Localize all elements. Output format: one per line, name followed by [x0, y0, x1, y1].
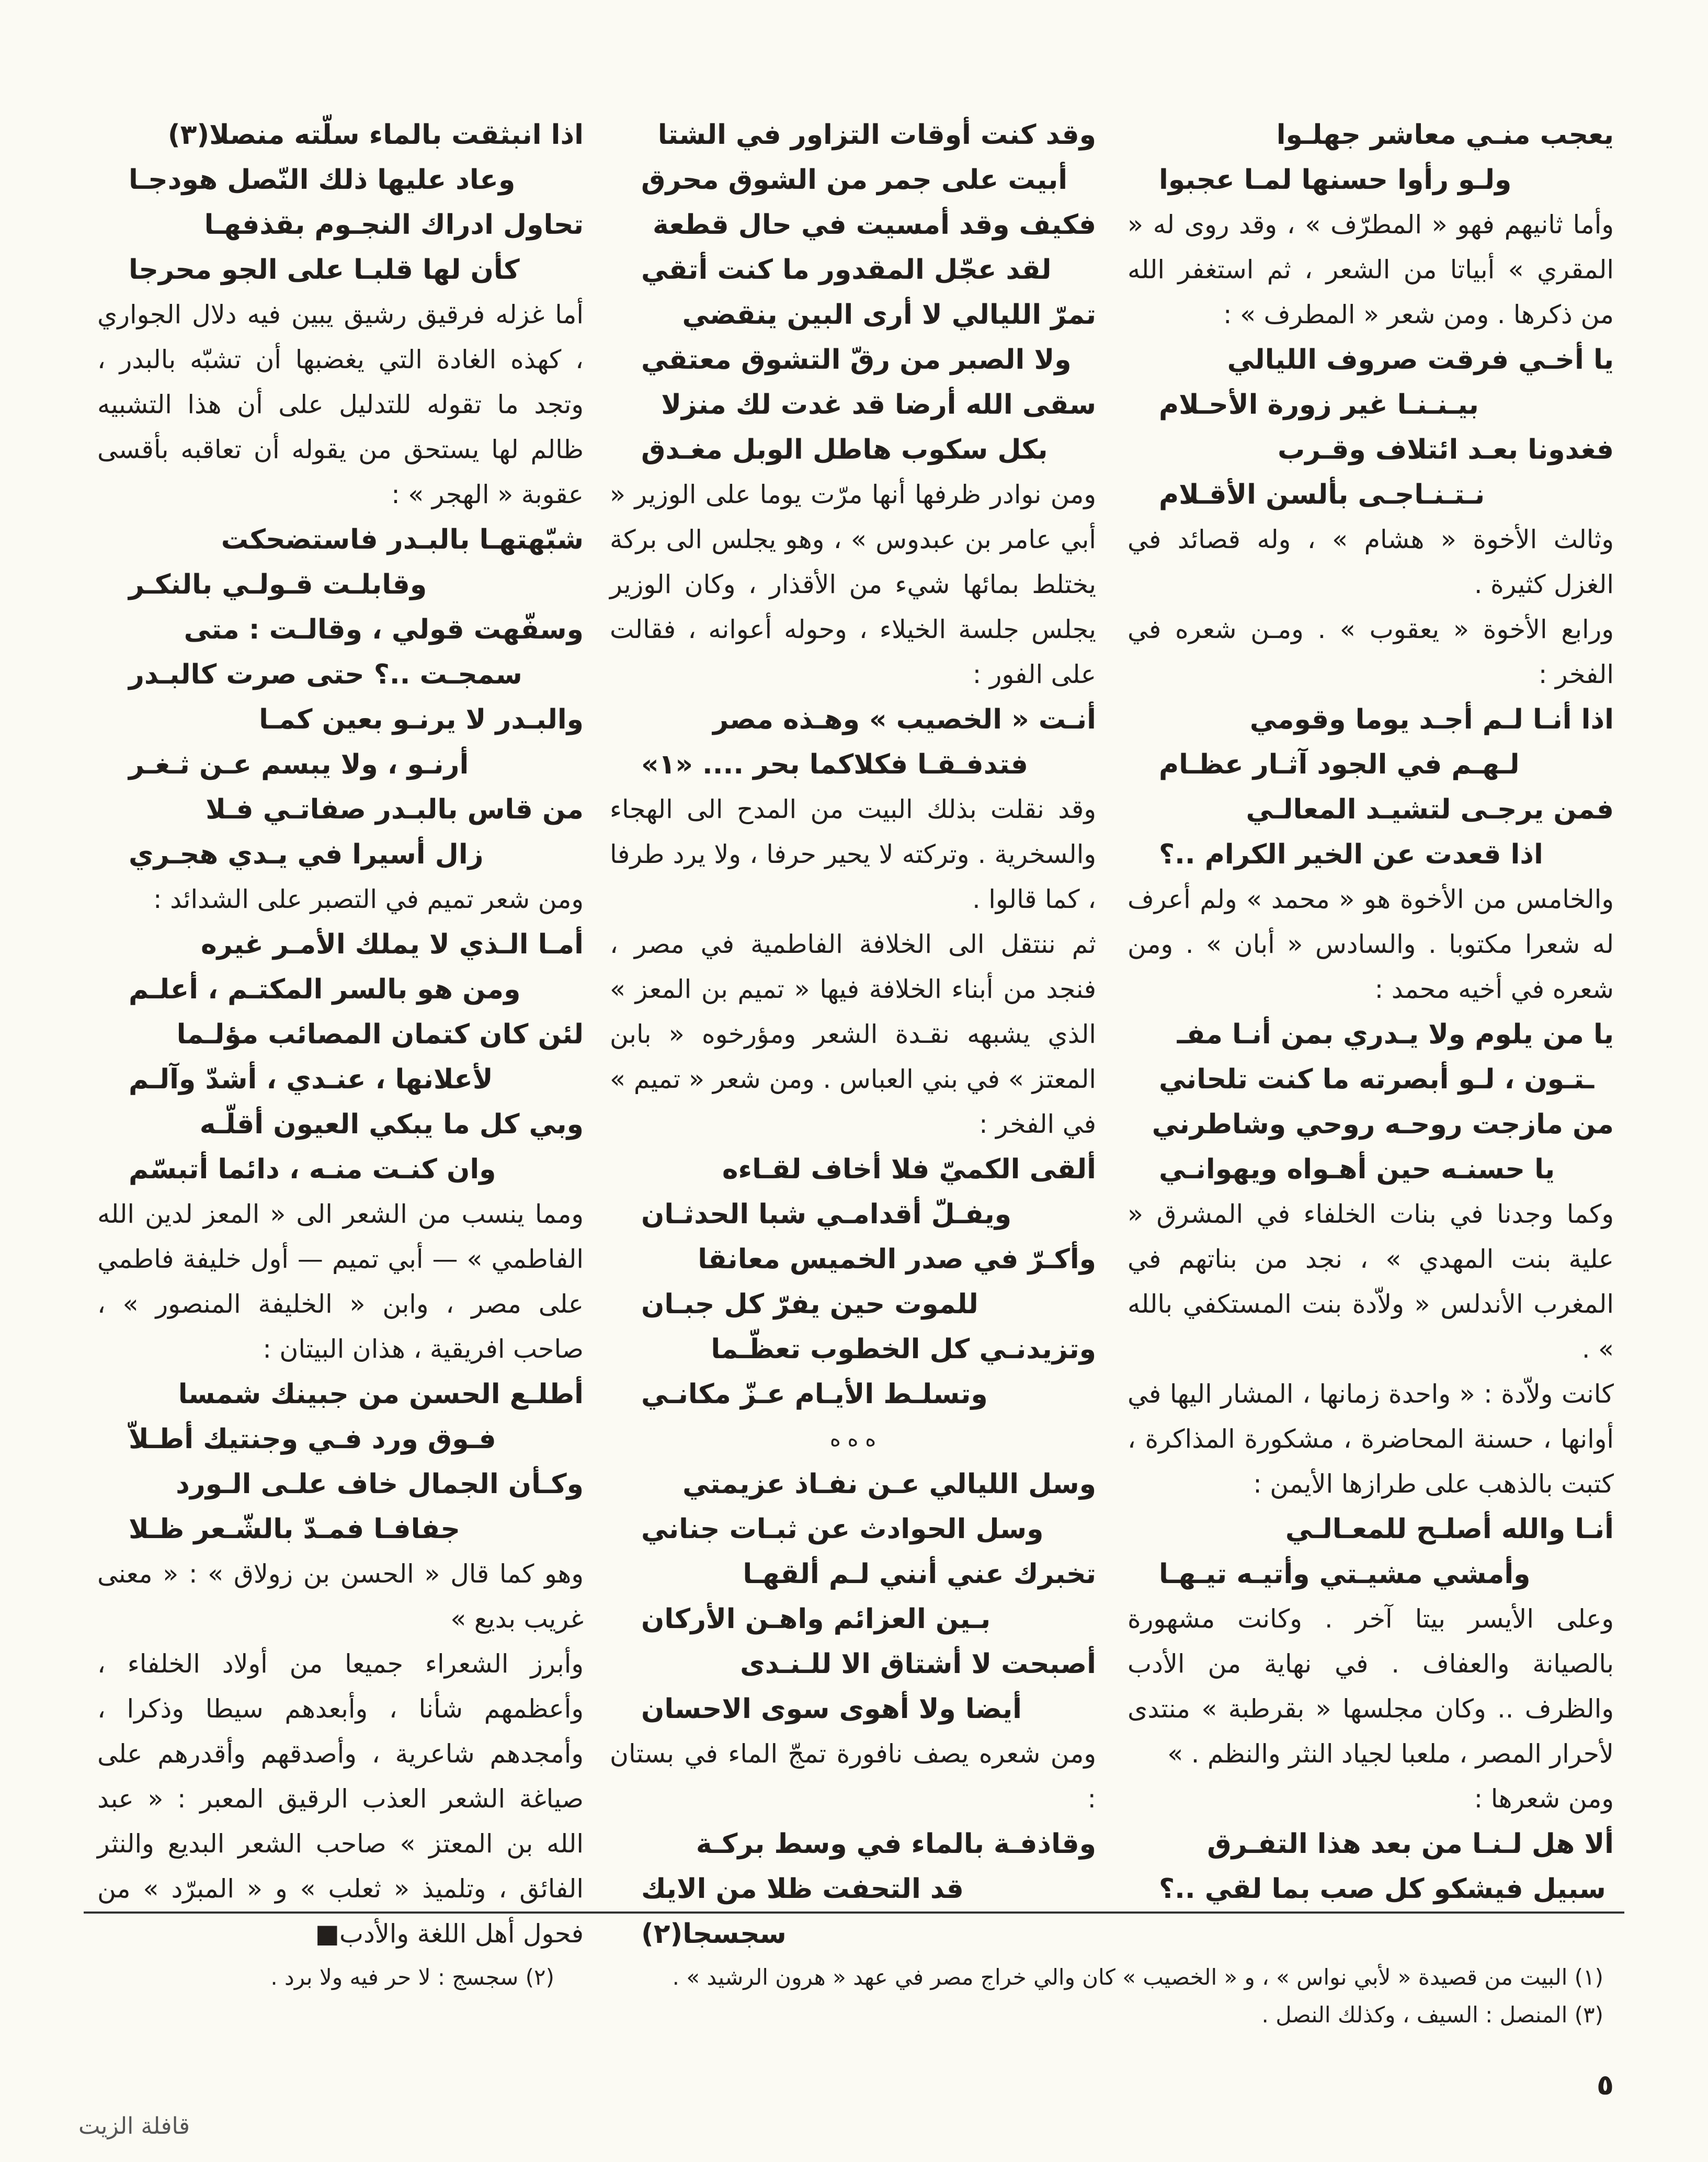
verse-second-hemistich: كأن لها قلبـا على الجو محرجا: [129, 254, 520, 286]
verse-second-hemistich: يا حسنـه حين أهـواه ويهوانـي: [1159, 1154, 1555, 1185]
verse-second-hemistich: بـين العزائم واهـن الأركان: [641, 1603, 991, 1635]
verse-second-hemistich: أبيت على جمر من الشوق محرق: [641, 164, 1068, 196]
page-number: ٥: [1597, 2068, 1614, 2101]
verse-second-hemistich: فتدفـقـا فكلاكما بحر .... «١»: [641, 749, 1028, 780]
prose-paragraph: ومن شعر تميم في التصبر على الشدائد :: [153, 884, 584, 914]
verse-second-hemistich: أيضا ولا أهوى سوى الاحسان: [641, 1693, 1022, 1725]
verse-first-hemistich: وقاذفـة بالماء في وسط بركـة: [696, 1828, 1096, 1860]
verse-first-hemistich: أنـت « الخصيب » وهـذه مصر: [713, 704, 1096, 735]
verse-second-hemistich: سمجـت ..؟ حتى صرت كالبـدر: [129, 659, 522, 690]
verse-second-hemistich: أرنـو ، ولا يبسم عـن ثـغـر: [129, 749, 469, 780]
verse-first-hemistich: فكيف وقد أمسيت في حال قطعة: [653, 209, 1096, 241]
verse-first-hemistich: اذا انبثقت بالماء سلّته منصلا(٣): [167, 119, 584, 151]
verse-first-hemistich: تمرّ الليالي لا أرى البين ينقضي: [682, 299, 1096, 331]
verse-second-hemistich: وتسلـط الأيـام عـزّ مكانـي: [641, 1379, 988, 1410]
verse-second-hemistich: نـتـنـاجـى بألسن الأقـلام: [1159, 479, 1485, 510]
verse-first-hemistich: من مازجت روحـه روحي وشاطرني: [1152, 1109, 1614, 1140]
verse-first-hemistich: تخبرك عني أنني لـم ألقهـا: [743, 1558, 1096, 1590]
verse-first-hemistich: يا من يلوم ولا يـدري بمن أنـا مفـ: [1177, 1019, 1614, 1050]
prose-paragraph: ورابع الأخوة « يعقوب » . ومـن شعره في الفخر :: [1128, 615, 1614, 689]
footnote-2: (٢) سجسج : لا حر فيه ولا برد .: [270, 1964, 554, 1990]
verse-first-hemistich: ألا هل لـنـا من بعد هذا التفـرق: [1207, 1828, 1614, 1860]
verse-second-hemistich: فـوق ورد فـي وجنتيك أطـلاّ: [129, 1424, 496, 1455]
verse-first-hemistich: تحاول ادراك النجـوم بقذفهـا: [204, 209, 584, 241]
verse-second-hemistich: جفافـا فمـدّ بالشّـعر ظـلا: [129, 1514, 461, 1545]
prose-paragraph: أما غزله فرقيق رشيق يبين فيه دلال الجواري ، كهذه الغادة التي يغضبها أن تشبّه بالبدر ، وتجد ما تقوله للتدليل على أن هذا التشبيه ظالم لها يستحق من يقوله أن تعاقبه بأقسى عقوبة « الهجر » :: [97, 300, 584, 509]
verse-second-hemistich: سبيل فيشكو كل صب بما لقي ..؟: [1159, 1873, 1606, 1905]
verse-first-hemistich: فمن يرجـى لتشيـد المعالـي: [1246, 794, 1614, 825]
verse-second-hemistich: لـهـم في الجود آثـار عظـام: [1159, 749, 1520, 780]
verse-first-hemistich: وكـأن الجمال خاف علـى الـورد: [176, 1469, 584, 1500]
verse-first-hemistich: وسل الليالي عـن نفـاذ عزيمتي: [682, 1469, 1096, 1500]
verse-second-hemistich: بكل سكوب هاطل الوبل مغـدق: [641, 434, 1048, 465]
verse-second-hemistich: لقد عجّل المقدور ما كنت أتقي: [641, 254, 1052, 286]
prose-paragraph: والخامس من الأخوة هو « محمد » ولم أعرف له شعرا مكتوبا . والسادس « أبان » . ومن شعره في أخيه محمد :: [1128, 884, 1614, 1004]
verse-second-hemistich: وأمشي مشيـتي وأتيـه تيـهـا: [1159, 1558, 1531, 1590]
prose-paragraph: وقد نقلت بذلك البيت من المدح الى الهجاء والسخرية . وتركته لا يحير حرفا ، ولا يرد طرفا ، كما قالوا .: [610, 794, 1096, 914]
verse-first-hemistich: ألقى الكميّ فلا أخاف لقـاءه: [722, 1154, 1096, 1185]
verse-first-hemistich: وبي كل ما يبكي العيون أقلّـه: [199, 1109, 584, 1140]
verse-second-hemistich: ومن هو بالسر المكتـم ، أعلـم: [129, 974, 521, 1005]
footnotes-left-group: [84, 1959, 554, 1996]
prose-paragraph: ومن شعرها :: [1474, 1784, 1614, 1814]
verse-first-hemistich: يعجب منـي معاشر جهلـوا: [1276, 119, 1614, 151]
prose-paragraph: وعلى الأيسر بيتا آخر . وكانت مشهورة بالصيانة والعفاف . في نهاية من الأدب والظرف .. وكان مجلسها « بقرطبة » منتدى لأحرار المصر ، ملعبا لجياد النثر والنظم . »: [1128, 1604, 1614, 1769]
prose-paragraph: وكما وجدنا في بنات الخلفاء في المشرق « علية بنت المهدي » ، نجد من بناتهم في المغرب الأندلس « ولاّدة بنت المستكفي بالله » .: [1128, 1199, 1614, 1364]
verse-first-hemistich: يا أخـي فرقت صروف الليالي: [1227, 344, 1614, 375]
verse-first-hemistich: لئن كان كتمان المصائب مؤلـما: [176, 1019, 584, 1050]
text-column-right: [1128, 112, 1614, 1911]
prose-paragraph: وأما ثانيهم فهو « المطرّف » ، وقد روى له « المقري » أبياتا من الشعر ، ثم استغفر الله من ذكرها . ومن شعر « المطرف » :: [1128, 210, 1614, 329]
verse-second-hemistich: وعاد عليها ذلك النّصل هودجـا: [129, 164, 516, 196]
verse-second-hemistich: لأعلانها ، عنـدي ، أشدّ وآلـم: [129, 1064, 493, 1095]
verse-first-hemistich: وأكـرّ في صدر الخميس معانقا: [698, 1244, 1096, 1275]
prose-paragraph: كانت ولاّدة : « واحدة زمانها ، المشار اليها في أوانها ، حسنة المحاضرة ، مشكورة المذاكرة ، كتبت بالذهب على طرازها الأيمن :: [1128, 1379, 1614, 1499]
prose-paragraph: وأبرز الشعراء جميعا من أولاد الخلفاء ، وأعظمهم شأنا ، وأبعدهم سيطا وذكرا ، وأمجدهم شاعرية ، وأصدقهم وأقدرهم على صياغة الشعر العذب الرقيق المعبر : « عبد الله بن المعتز » صاحب الشعر البديع والنثر الفائق ، وتلميذ « ثعلب » و « المبرّد » من فحول أهل اللغة والأدب■: [97, 1649, 584, 1949]
text-column-middle: [610, 112, 1096, 1956]
verse-second-hemistich: قد التحفت ظلا من الايك سجسجا(٢): [641, 1873, 964, 1950]
verse-first-hemistich: أصبحت لا أشتاق الا للـنـدى: [740, 1648, 1096, 1680]
verse-first-hemistich: وقد كنت أوقات التزاور في الشتا: [657, 119, 1096, 151]
verse-first-hemistich: سقى الله أرضا قد غدت لك منزلا: [661, 389, 1096, 420]
verse-second-hemistich: وقابلـت قـولـي بالنكـر: [129, 569, 427, 600]
verse-second-hemistich: ولـو رأوا حسنها لمـا عجبوا: [1159, 164, 1512, 196]
prose-paragraph: ومن شعره يصف نافورة تمجّ الماء في بستان :: [610, 1739, 1096, 1814]
prose-paragraph: وهو كما قال « الحسن بن زولاق » : « معنى غريب بديع »: [97, 1559, 584, 1634]
verse-second-hemistich: اذا قعدت عن الخير الكرام ..؟: [1159, 839, 1543, 870]
verse-first-hemistich: أطلـع الحسن من جبينك شمسا: [178, 1379, 584, 1410]
footnote-3: (٣) المنصل : السيف ، وكذلك النصل .: [1261, 2002, 1603, 2028]
verse-first-hemistich: أنـا والله أصلـح للمعـالـي: [1285, 1514, 1614, 1545]
prose-paragraph: وثالث الأخوة « هشام » ، وله قصائد في الغزل كثيرة .: [1128, 525, 1614, 599]
verse-first-hemistich: فغدونا بعـد ائتلاف وقـرب: [1277, 434, 1614, 465]
text-column-left: [97, 112, 584, 1956]
verse-first-hemistich: وتزيدنـي كل الخطوب تعظّـما: [711, 1334, 1096, 1365]
verse-first-hemistich: شبّهتهـا بالبـدر فاستضحكت: [221, 524, 584, 555]
verse-second-hemistich: ولا الصبر من رقّ التشوق معتقي: [641, 344, 1072, 375]
verse-first-hemistich: اذا أنـا لـم أجـد يوما وقومي: [1249, 704, 1614, 735]
verse-first-hemistich: والبـدر لا يرنـو بعين كمـا: [259, 704, 584, 735]
footnotes-right-group: [557, 1959, 1603, 2034]
verse-second-hemistich: وان كنـت منـه ، دائما أتبسّم: [129, 1154, 496, 1185]
verse-second-hemistich: ويفـلّ أقدامـي شبا الحدثـان: [641, 1199, 1012, 1230]
verse-second-hemistich: وسل الحوادث عن ثبـات جناني: [641, 1514, 1044, 1545]
verse-second-hemistich: زال أسيرا في يـدي هجـري: [129, 839, 484, 870]
verse-second-hemistich: بيـنـنـا غير زورة الأحـلام: [1159, 389, 1479, 420]
section-separator: ه ه ه: [829, 1427, 876, 1451]
prose-paragraph: ثم ننتقل الى الخلافة الفاطمية في مصر ، فنجد من أبناء الخلافة فيها « تميم بن المعز » الذي يشبهه نقـدة الشعر ومؤرخوه « بابن المعتز » في بني العباس . ومن شعر « تميم » في الفخر :: [610, 929, 1096, 1139]
footnote-divider: [84, 1911, 1624, 1914]
verse-second-hemistich: للموت حين يفرّ كل جبـان: [641, 1289, 978, 1320]
verse-first-hemistich: أمـا الـذي لا يملك الأمـر غيره: [200, 929, 584, 960]
journal-name: قافلة الزيت: [78, 2113, 190, 2140]
verse-first-hemistich: من قاس بالبـدر صفاتـي فـلا: [206, 794, 584, 825]
footnote-1: (١) البيت من قصيدة « لأبي نواس » ، و « الخصيب » كان والي خراج مصر في عهد « هرون الرشيد » .: [672, 1964, 1603, 1990]
prose-paragraph: ومما ينسب من الشعر الى « المعز لدين الله الفاطمي » — أبي تميم — أول خليفة فاطمي على مصر ، وابن « الخليفة المنصور » ، صاحب افريقية ، هذان البيتان :: [97, 1199, 584, 1364]
prose-paragraph: ومن نوادر ظرفها أنها مرّت يوما على الوزير « أبي عامر بن عبدوس » ، وهو يجلس الى بركة يختلط بمائها شيء من الأقذار ، وكان الوزير يجلس جلسة الخيلاء ، وحوله أعوانه ، فقالت على الفور :: [610, 480, 1096, 689]
verse-first-hemistich: وسفّهت قولي ، وقالـت : متى: [184, 614, 584, 645]
verse-second-hemistich: ـتـون ، لـو أبصرته ما كنت تلحاني: [1159, 1064, 1595, 1095]
